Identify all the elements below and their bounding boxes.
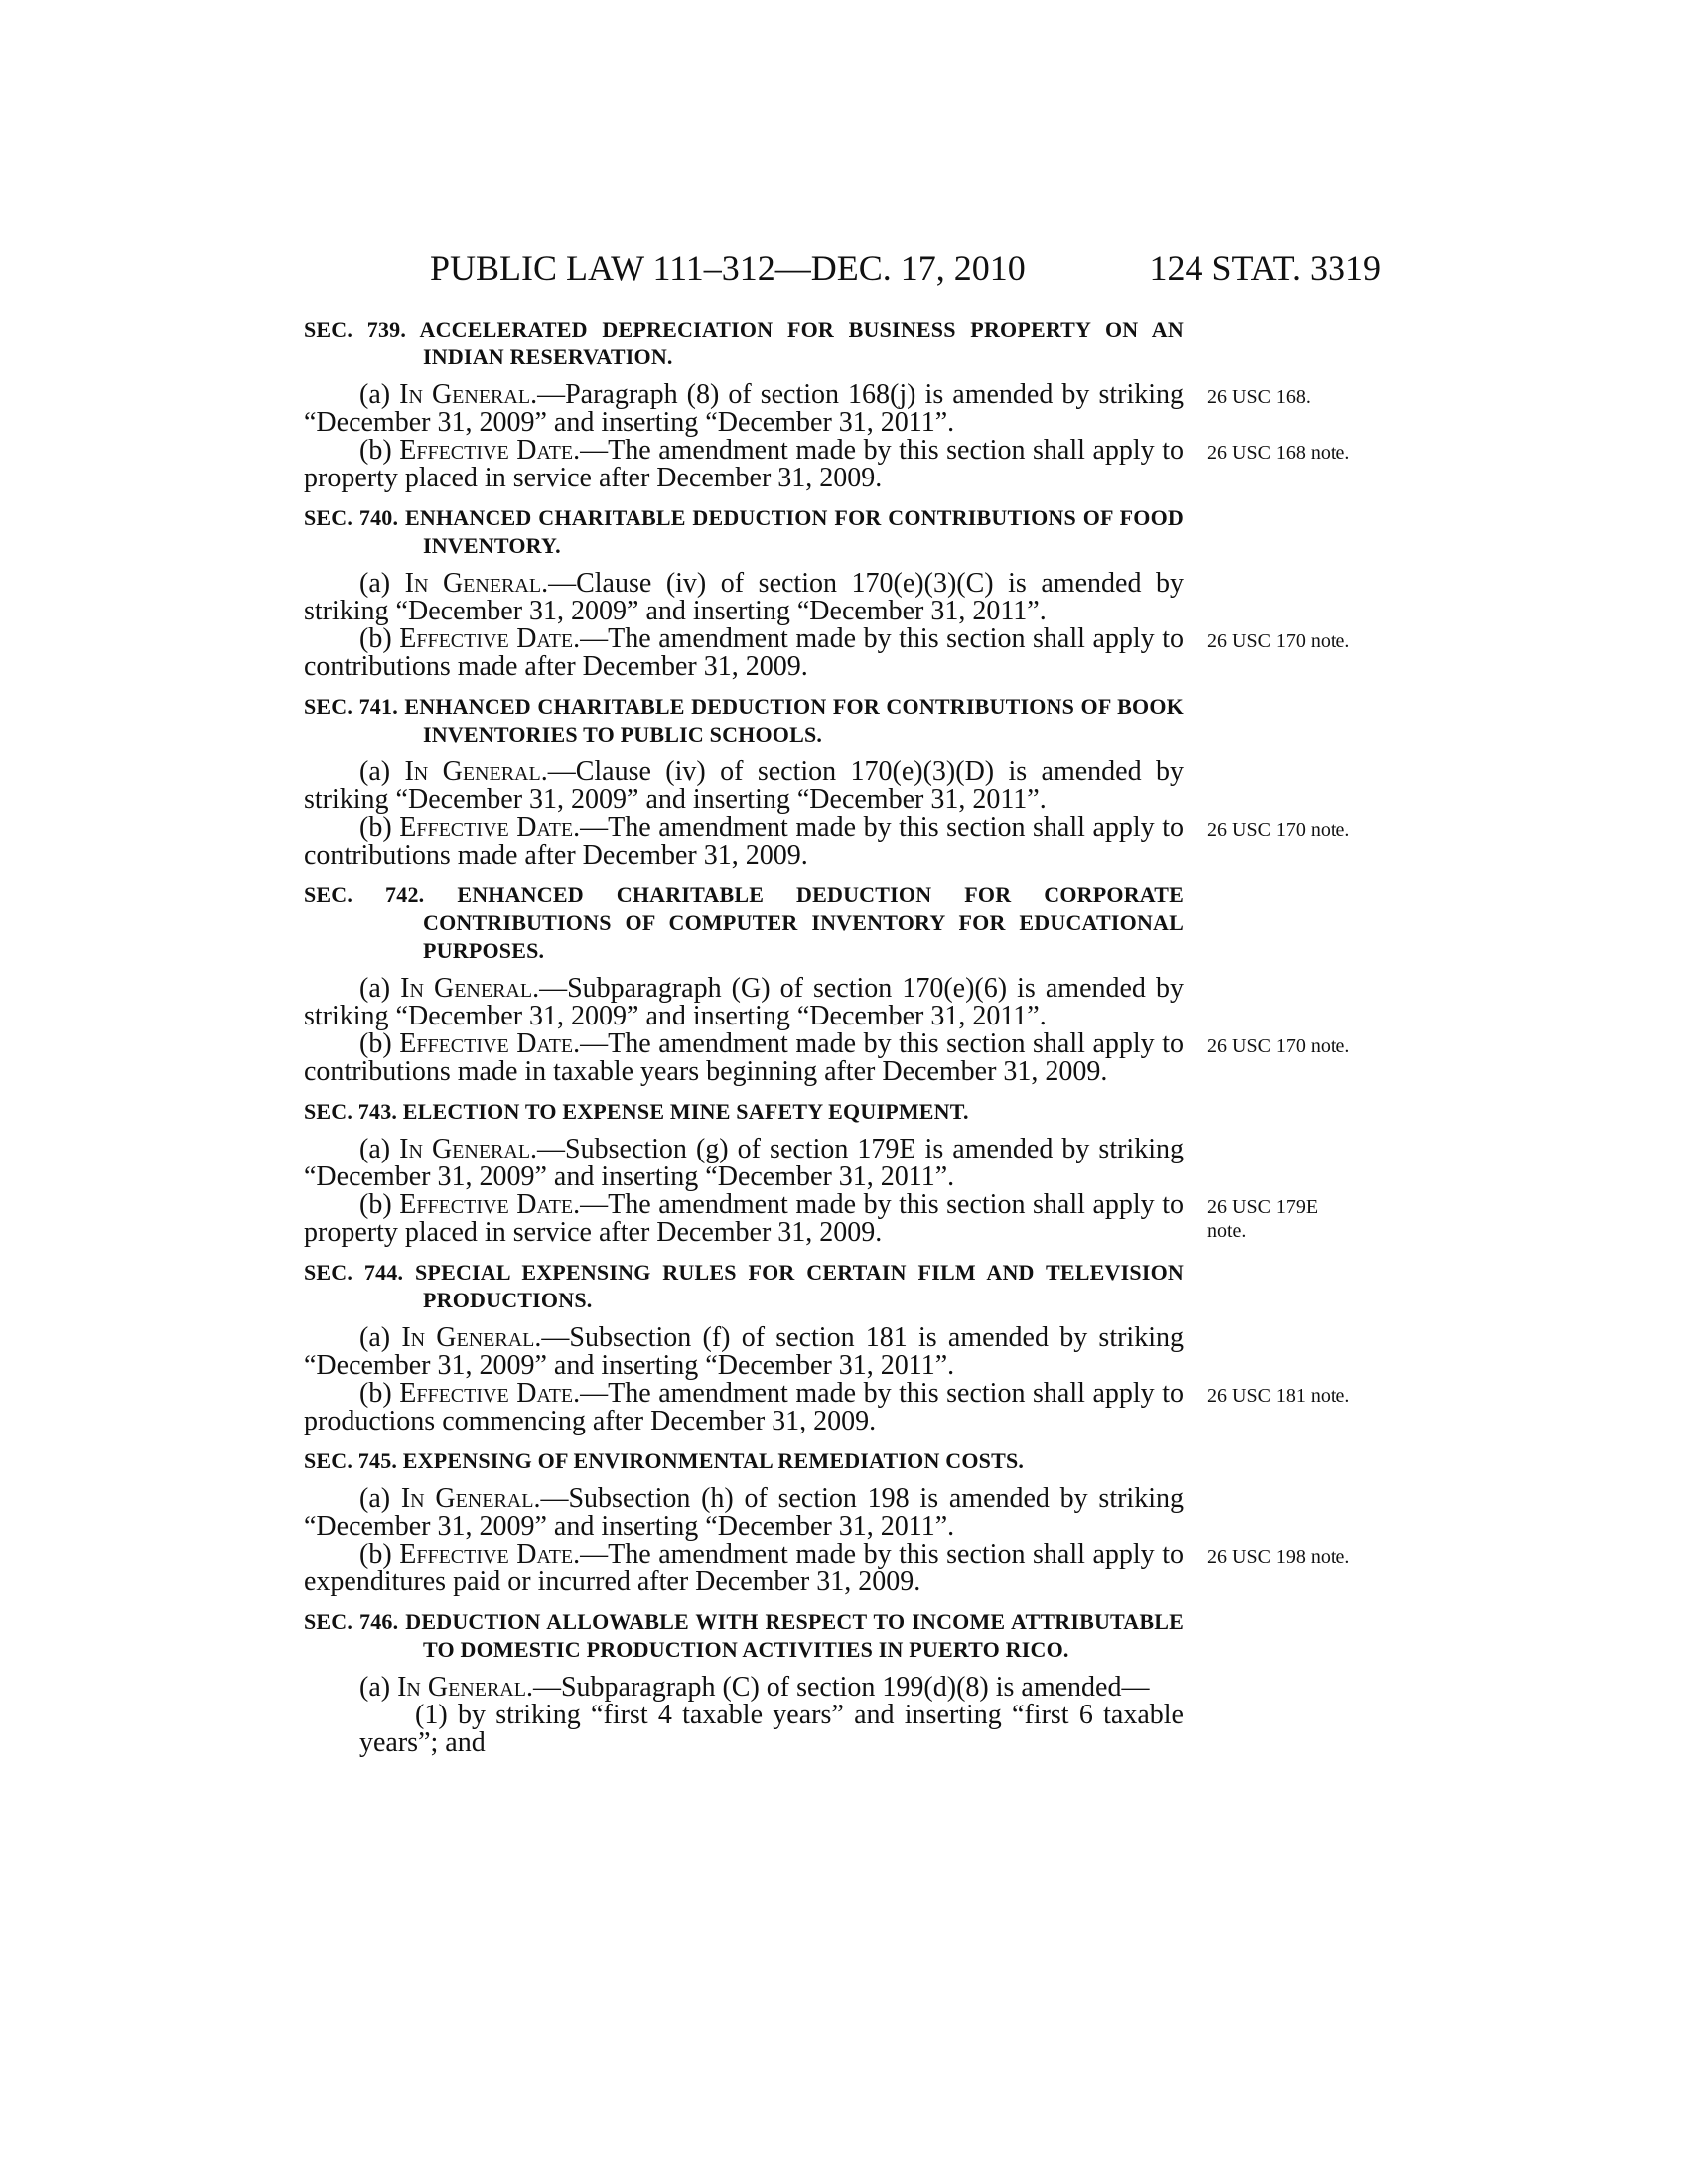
subsection-label: (a) xyxy=(359,1483,401,1514)
subsection-caption: Effective Date xyxy=(399,1028,574,1059)
subsection-text: .—Subsection (h) of section 198 is amended by striking “December 31, 2009” and inserting “December 31, 2011”. xyxy=(304,1483,1184,1542)
subsection-label: (a) xyxy=(359,568,405,599)
subsection-paragraph xyxy=(304,379,1311,438)
subsection-paragraph xyxy=(304,1028,1350,1087)
subsection-paragraph xyxy=(304,570,1184,625)
margin-note-usc-citation: 26 USC 170 note. xyxy=(1207,819,1350,841)
subsection-label: (a) xyxy=(359,973,401,1004)
subsection-text: .—The amendment made by this section shall apply to productions commencing after December 31, 2009. xyxy=(304,1378,1185,1436)
subsection-paragraph xyxy=(304,975,1184,1030)
subsection-text: .—The amendment made by this section shall apply to property placed in service after December 31, 2009. xyxy=(304,1189,1185,1248)
section-heading: SEC. 745. EXPENSING OF ENVIRONMENTAL REMEDIATION COSTS. xyxy=(304,1448,1025,1473)
subsection-text: .—Subparagraph (C) of section 199(d)(8) is amended— xyxy=(525,1672,1150,1703)
subsection-paragraph xyxy=(304,1378,1350,1436)
subsection-paragraph xyxy=(304,1702,1184,1757)
section xyxy=(304,882,1350,1087)
subsection-text: .—Subsection (f) of section 181 is amended by striking “December 31, 2009” and inserting “December 31, 2011”. xyxy=(304,1322,1184,1381)
section-heading: SEC. 743. ELECTION TO EXPENSE MINE SAFETY EQUIPMENT. xyxy=(304,1099,969,1124)
subsection-caption: In General xyxy=(404,756,541,787)
running-head-title: PUBLIC LAW 111–312—DEC. 17, 2010 xyxy=(430,248,1026,288)
statute-page-citation: 124 STAT. 3319 xyxy=(1149,248,1381,288)
margin-note-usc-citation: 26 USC 170 note. xyxy=(1207,1035,1350,1057)
subsection-label: (a) xyxy=(359,756,405,787)
subsection-caption: In General xyxy=(400,973,533,1004)
subsection-label: (b) xyxy=(359,623,400,654)
subsection-text: .—The amendment made by this section shall apply to property placed in service after December 31, 2009. xyxy=(304,435,1185,493)
subsection-paragraph xyxy=(304,1136,1184,1191)
section xyxy=(304,1098,1319,1248)
section-heading: SEC. 742. ENHANCED CHARITABLE DEDUCTION FOR CORPORATE CONTRIBUTIONS OF COMPUTER INVENTORY FOR EDUCATIONAL PURPOSES. xyxy=(304,883,1184,963)
subsection-label: (b) xyxy=(359,1028,400,1059)
subsection-text: .—Subsection (g) of section 179E is amended by striking “December 31, 2009” and inserting “December 31, 2011”. xyxy=(304,1134,1184,1192)
subsection-label: (b) xyxy=(359,435,400,466)
subsection-label: (b) xyxy=(359,1539,400,1570)
section xyxy=(304,1259,1350,1436)
section-heading: SEC. 740. ENHANCED CHARITABLE DEDUCTION FOR CONTRIBUTIONS OF FOOD INVENTORY. xyxy=(304,505,1184,558)
margin-note-usc-citation: 26 USC 170 note. xyxy=(1207,630,1350,652)
subsection-caption: In General xyxy=(404,568,542,599)
subsection-caption: Effective Date xyxy=(399,435,574,466)
subsection-caption: Effective Date xyxy=(399,812,574,843)
subsection-label: (a) xyxy=(359,379,400,410)
section-heading: SEC. 744. SPECIAL EXPENSING RULES FOR CERTAIN FILM AND TELEVISION PRODUCTIONS. xyxy=(304,1260,1184,1312)
subsection-caption: In General xyxy=(401,1322,535,1353)
subsection-text: .—The amendment made by this section shall apply to contributions made after December 31, 2009. xyxy=(304,812,1185,871)
margin-note-usc-citation: 26 USC 181 note. xyxy=(1207,1385,1350,1407)
section xyxy=(304,504,1350,682)
subsection-paragraph xyxy=(304,623,1350,682)
subsection-caption: Effective Date xyxy=(399,1539,574,1570)
subsection-paragraph xyxy=(304,1674,1184,1702)
subsection-text: .—Clause (iv) of section 170(e)(3)(C) is amended by striking “December 31, 2009” and inserting “December 31, 2011”. xyxy=(304,568,1184,626)
subsection-text: .—The amendment made by this section shall apply to contributions made in taxable years beginning after December 31, 2009. xyxy=(304,1028,1185,1087)
subsection-caption: In General xyxy=(399,1134,531,1164)
section xyxy=(304,1608,1184,1757)
section-heading: SEC. 741. ENHANCED CHARITABLE DEDUCTION FOR CONTRIBUTIONS OF BOOK INVENTORIES TO PUBLIC SCHOOLS. xyxy=(304,694,1184,747)
margin-note-usc-citation: 26 USC 179E note. xyxy=(1207,1196,1319,1242)
subsection-paragraph xyxy=(304,1485,1184,1541)
subsection-caption: Effective Date xyxy=(399,1189,574,1220)
subsection-paragraph xyxy=(304,758,1184,814)
subsection-caption: In General xyxy=(399,379,531,410)
subsection-caption: In General xyxy=(400,1483,534,1514)
margin-note-usc-citation: 26 USC 168 note. xyxy=(1207,442,1350,464)
subsection-label: (a) xyxy=(359,1322,402,1353)
document-body xyxy=(304,316,1350,1769)
subsection-paragraph xyxy=(304,435,1350,493)
subsection-label: (a) xyxy=(359,1134,400,1164)
subsection-caption: In General xyxy=(397,1672,526,1703)
subsection-label: (b) xyxy=(359,1189,400,1220)
subsection-label: (b) xyxy=(359,1378,400,1409)
subsection-text: .—The amendment made by this section shall apply to expenditures paid or incurred after December 31, 2009. xyxy=(304,1539,1185,1597)
subsection-paragraph xyxy=(304,1189,1319,1248)
section-heading: SEC. 739. ACCELERATED DEPRECIATION FOR BUSINESS PROPERTY ON AN INDIAN RESERVATION. xyxy=(304,317,1184,369)
section xyxy=(304,1447,1350,1597)
subsection-text: .—The amendment made by this section shall apply to contributions made after December 31, 2009. xyxy=(304,623,1185,682)
subsection-label: (b) xyxy=(359,812,400,843)
subsection-caption: Effective Date xyxy=(399,1378,574,1409)
margin-note-usc-citation: 26 USC 168. xyxy=(1207,386,1311,408)
subsection-text: by striking “first 4 taxable years” and inserting “first 6 taxable years”; and xyxy=(359,1700,1184,1758)
subsection-text: .—Paragraph (8) of section 168(j) is amended by striking “December 31, 2009” and inserting “December 31, 2011”. xyxy=(304,379,1184,438)
subsection-paragraph xyxy=(304,812,1350,871)
section-heading: SEC. 746. DEDUCTION ALLOWABLE WITH RESPECT TO INCOME ATTRIBUTABLE TO DOMESTIC PRODUCTION ACTIVITIES IN PUERTO RICO. xyxy=(304,1609,1184,1662)
subsection-label: (1) xyxy=(415,1700,458,1730)
subsection-caption: Effective Date xyxy=(399,623,574,654)
section xyxy=(304,693,1350,871)
margin-note-usc-citation: 26 USC 198 note. xyxy=(1207,1546,1350,1568)
subsection-text: .—Subparagraph (G) of section 170(e)(6) is amended by striking “December 31, 2009” and inserting “December 31, 2011”. xyxy=(304,973,1184,1031)
subsection-label: (a) xyxy=(359,1672,398,1703)
subsection-text: .—Clause (iv) of section 170(e)(3)(D) is amended by striking “December 31, 2009” and inserting “December 31, 2011”. xyxy=(304,756,1184,815)
section xyxy=(304,316,1350,493)
subsection-paragraph xyxy=(304,1539,1350,1597)
subsection-paragraph xyxy=(304,1324,1184,1380)
